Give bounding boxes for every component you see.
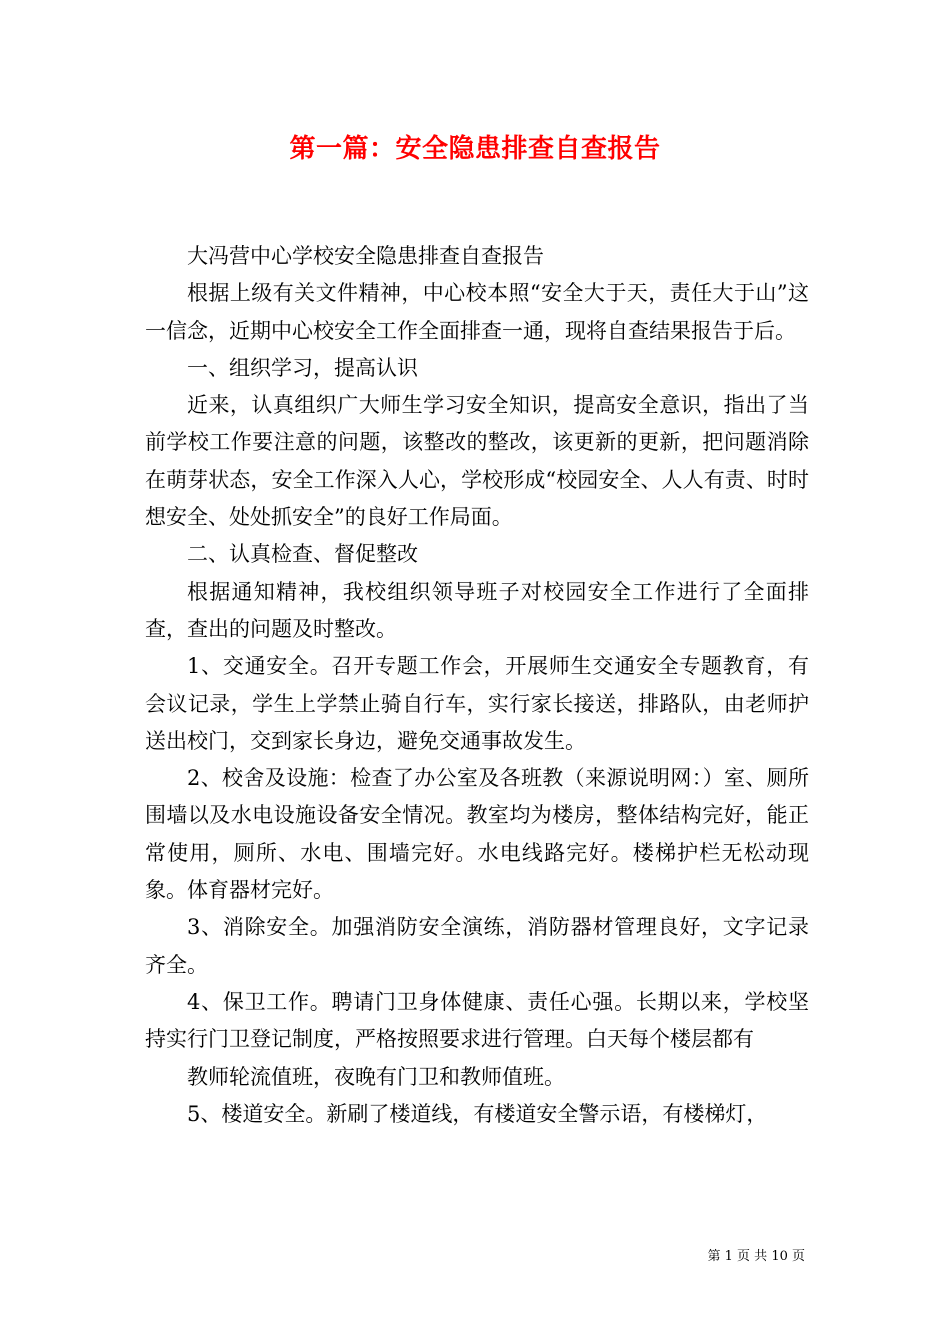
paragraph-traffic-safety: 1、交通安全。召开专题工作会，开展师生交通安全专题教育，有会议记录，学生上学禁止骑自行车，实行家长接送，排路队，由老师护送出校门，交到家长身边，避免交通事故发生。 (145, 654, 809, 753)
document-subtitle: 大冯营中心学校安全隐患排查自查报告 (187, 244, 544, 268)
paragraph-security: 4、保卫工作。聘请门卫身体健康、责任心强。长期以来，学校坚持实行门卫登记制度，严格按照要求进行管理。白天每个楼层都有 (145, 989, 809, 1052)
section-heading-2: 二、认真检查、督促整改 (187, 542, 418, 567)
paragraph-duty: 教师轮流值班，夜晚有门卫和教师值班。 (187, 1064, 565, 1089)
page-title: 第一篇：安全隐患排查自查报告 (289, 134, 661, 164)
paragraph-fire-safety: 3、消除安全。加强消防安全演练，消防器材管理良好，文字记录齐全。 (145, 915, 809, 977)
paragraph-study: 近来，认真组织广大师生学习安全知识，提高安全意识，指出了当前学校工作要注意的问题，该整改的整改，该更新的更新，把问题消除在萌芽状态，安全工作深入人心，学校形成“校园安全、人人有责、时时想安全、处处抓安全”的良好工作局面。 (145, 393, 809, 530)
paragraph-buildings: 2、校舍及设施：检查了办公室及各班教（来源说明网：）室、厕所围墙以及水电设施设备安全情况。教室均为楼房，整体结构完好，能正常使用，厕所、水电、围墙完好。水电线路完好。楼梯护栏无松动现象。体育器材完好。 (145, 766, 809, 903)
paragraph-corridor-safety: 5、楼道安全。新刷了楼道线，有楼道安全警示语，有楼梯灯， (187, 1101, 768, 1126)
paragraph-inspection: 根据通知精神，我校组织领导班子对校园安全工作进行了全面排查，查出的问题及时整改。 (145, 579, 809, 641)
document-body (145, 238, 809, 1133)
paragraph-intro: 根据上级有关文件精神，中心校本照“安全大于天，责任大于山”这一信念，近期中心校安全工作全面排查一通，现将自查结果报告于后。 (145, 281, 809, 343)
section-heading-1: 一、组织学习，提高认识 (187, 355, 418, 380)
page-number: 第 1 页 共 10 页 (707, 1249, 805, 1264)
